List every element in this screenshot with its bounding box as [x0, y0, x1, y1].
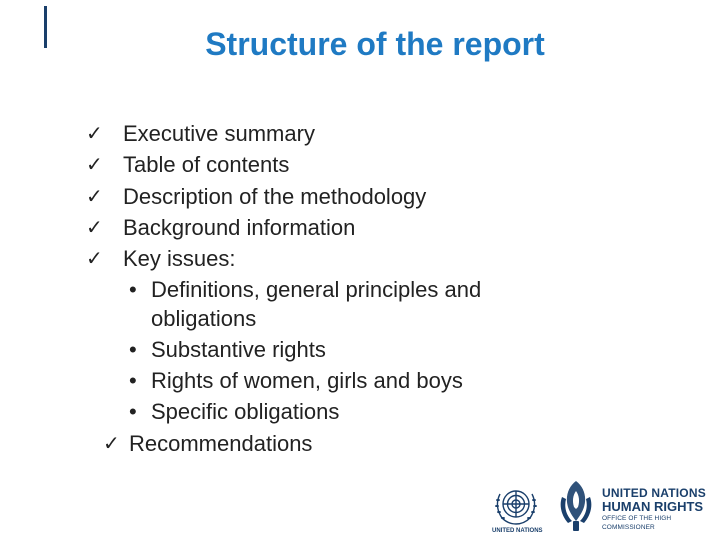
ohchr-wordmark [602, 487, 720, 532]
checkmark-icon: ✓ [86, 217, 103, 239]
ohchr-wordmark-line2: HUMAN RIGHTS [602, 499, 704, 514]
human-rights-hand-emblem [556, 477, 596, 535]
list-item: Recommendations [129, 431, 313, 456]
list-item: Background information [123, 215, 356, 240]
bullet-icon: • [129, 277, 137, 302]
sub-list-item-continuation: obligations [151, 306, 257, 331]
bullet-icon: • [129, 368, 137, 393]
checkmark-icon: ✓ [86, 123, 103, 145]
ohchr-wordmark-line3: OFFICE OF THE HIGH COMMISSIONER [602, 515, 672, 531]
sub-list-item: Substantive rights [151, 337, 326, 362]
sub-list-item: Specific obligations [151, 399, 340, 424]
ohchr-wordmark-line1: UNITED NATIONS [602, 486, 706, 500]
checkmark-icon: ✓ [103, 433, 120, 455]
sub-list-item: Rights of women, girls and boys [151, 368, 463, 393]
slide-title: Structure of the report [205, 26, 545, 62]
un-logo-caption: UNITED NATIONS [492, 528, 543, 534]
checkmark-icon: ✓ [86, 186, 103, 208]
checkmark-icon: ✓ [86, 154, 103, 176]
un-emblem-logo [490, 482, 542, 534]
list-item: Key issues: [123, 246, 236, 271]
list-item: Description of the methodology [123, 184, 427, 209]
bullet-icon: • [129, 337, 137, 362]
list-item: Table of contents [123, 152, 290, 177]
bullet-icon: • [129, 399, 137, 424]
checkmark-icon: ✓ [86, 248, 103, 270]
sub-list-item: Definitions, general principles and [151, 277, 482, 302]
list-item: Executive summary [123, 121, 315, 146]
